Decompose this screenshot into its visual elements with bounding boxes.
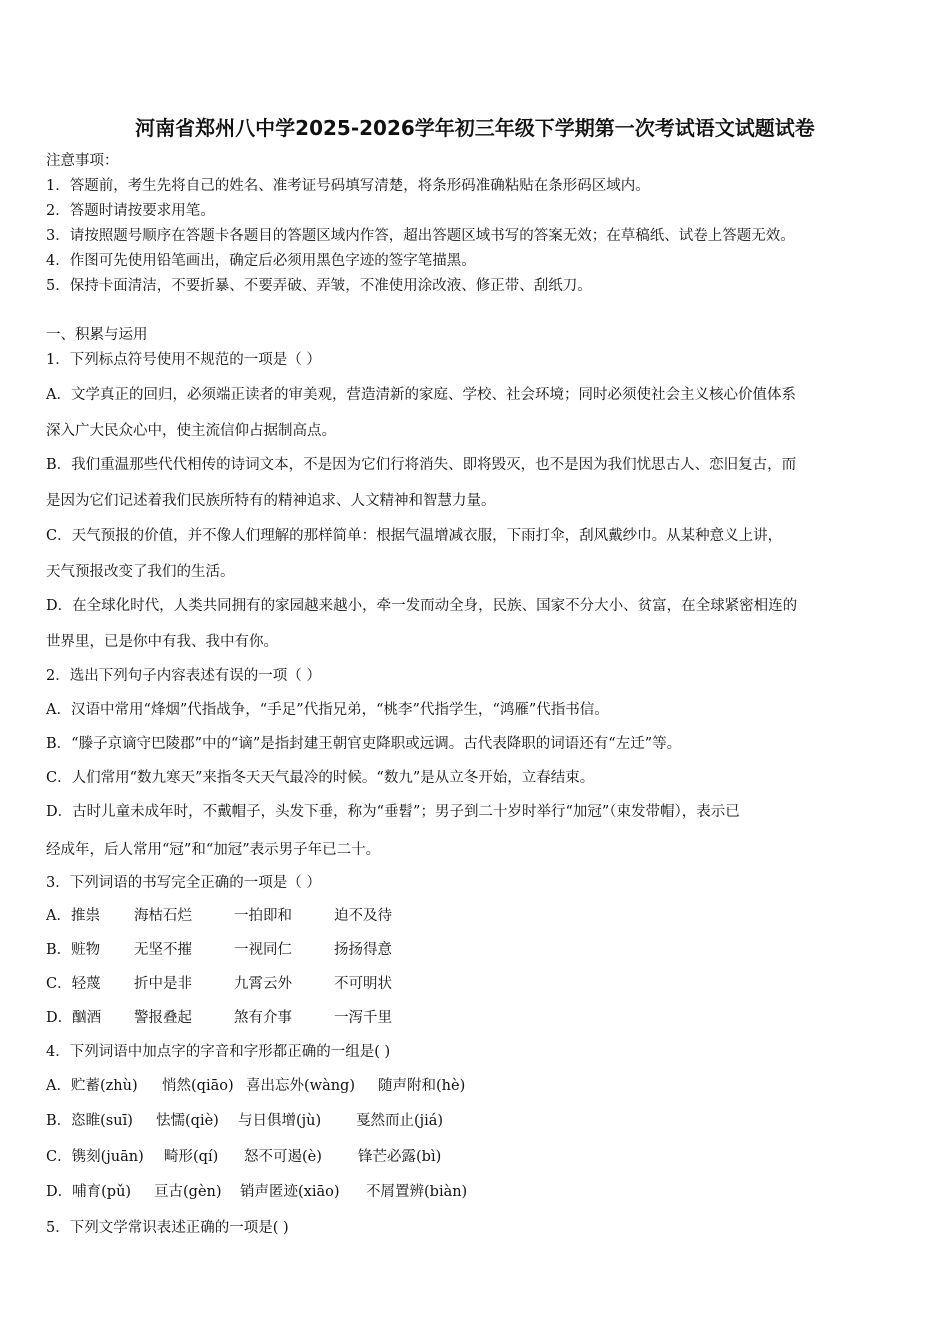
q2-stem: 2．选出下列句子内容表述有误的一项（ ） — [46, 668, 321, 684]
q3-b-word3: 一视同仁 — [234, 942, 292, 958]
q4-option-a — [46, 1076, 465, 1096]
q3-b-word1: B．赃物 — [46, 942, 101, 958]
q4-stem: 4．下列词语中加点字的字音和字形都正确的一组是( ) — [46, 1044, 391, 1060]
q4-option-b — [46, 1111, 443, 1131]
q4-b-word2: 怯懦(qiè) — [156, 1113, 219, 1129]
q1-option-b-line1: B．我们重温那些代代相传的诗词文本，不是因为它们行将消失、即将毁灭，也不是因为我们忧思古人、恋旧复古，而 — [46, 457, 797, 473]
q2-option-b: B．“滕子京谪守巴陵郡”中的“谪”是指封建王朝官吏降职或远调。古代表降职的词语还有“左迁”等。 — [46, 736, 682, 752]
q3-d-word4: 一泻千里 — [334, 1010, 392, 1026]
q2-option-d-line2: 经成年，后人常用“冠”和“加冠”表示男子年已二十。 — [46, 842, 381, 858]
q1-option-a-line2: 深入广大民众心中，使主流信仰占据制高点。 — [46, 423, 336, 439]
q4-b-word3: 与日俱增(jù) — [238, 1113, 322, 1129]
notice-heading: 注意事项： — [46, 153, 119, 169]
q3-b-word4: 扬扬得意 — [334, 942, 392, 958]
q2-option-a: A．汉语中常用“烽烟”代指战争，“手足”代指兄弟，“桃李”代指学生，“鸿雁”代指书信。 — [46, 702, 609, 718]
q1-stem: 1．下列标点符号使用不规范的一项是（ ） — [46, 352, 321, 368]
notice-item-4: 4．作图可先使用铅笔画出，确定后必须用黑色字迹的签字笔描黑。 — [46, 253, 476, 269]
q4-d-word3: 销声匿迹(xiāo) — [240, 1184, 340, 1200]
q3-d-word2: 警报叠起 — [134, 1010, 192, 1026]
q3-option-b — [46, 940, 392, 960]
q4-b-word4: 戛然而止(jiá) — [356, 1113, 444, 1129]
q1-option-b-line2: 是因为它们记述着我们民族所特有的精神追求、人文精神和智慧力量。 — [46, 493, 496, 509]
notice-item-1: 1．答题前，考生先将自己的姓名、准考证号码填写清楚，将条形码准确粘贴在条形码区域内。 — [46, 178, 650, 194]
q4-b-word1: B．恣睢(suī) — [46, 1113, 133, 1129]
q3-option-d — [46, 1008, 392, 1028]
q4-c-word4: 锋芒必露(bì) — [358, 1149, 442, 1165]
q4-option-d — [46, 1182, 467, 1202]
q4-d-word1: D．哺育(pǔ) — [46, 1184, 132, 1200]
q3-c-word4: 不可明状 — [334, 976, 392, 992]
q3-d-word3: 煞有介事 — [234, 1010, 292, 1026]
q3-a-word3: 一拍即和 — [234, 908, 292, 924]
q3-a-word4: 迫不及待 — [334, 908, 392, 924]
q4-c-word1: C．镌刻(juān) — [46, 1149, 144, 1165]
q3-c-word3: 九霄云外 — [234, 976, 292, 992]
q3-a-word1: A．推祟 — [46, 908, 100, 924]
q3-b-word2: 无坚不摧 — [134, 942, 192, 958]
q3-c-word1: C．轻蔑 — [46, 976, 101, 992]
q4-option-c — [46, 1147, 441, 1167]
q4-a-word3: 喜出忘外(wàng) — [246, 1078, 355, 1094]
q4-d-word2: 亘古(gèn) — [154, 1184, 222, 1200]
q3-d-word1: D．酗酒 — [46, 1010, 102, 1026]
q2-option-d-line1: D．古时儿童未成年时，不戴帽子，头发下垂，称为“垂髫”；男子到二十岁时举行“加冠”（束发带帽），表示已 — [46, 804, 740, 820]
page-title: 河南省郑州八中学2025-2026学年初三年级下学期第一次考试语文试题试卷 — [135, 116, 815, 140]
q4-a-word2: 悄然(qiāo) — [162, 1078, 234, 1094]
q4-a-word1: A．贮蓄(zhù) — [46, 1078, 138, 1094]
section-heading: 一、积累与运用 — [46, 327, 148, 343]
notice-item-3: 3．请按照题号顺序在答题卡各题目的答题区域内作答，超出答题区域书写的答案无效；在草稿纸、试卷上答题无效。 — [46, 228, 795, 244]
notice-item-5: 5．保持卡面清洁，不要折暴、不要弄破、弄皱，不准使用涂改液、修正带、刮纸刀。 — [46, 278, 592, 294]
q4-c-word3: 怒不可遏(è) — [244, 1149, 322, 1165]
q1-option-d-line2: 世界里，已是你中有我、我中有你。 — [46, 634, 278, 650]
q1-option-d-line1: D．在全球化时代，人类共同拥有的家园越来越小，牵一发而动全身，民族、国家不分大小、贫富，在全球紧密相连的 — [46, 598, 798, 614]
notice-item-2: 2．答题时请按要求用笔。 — [46, 203, 215, 219]
q4-d-word4: 不屑置辨(biàn) — [366, 1184, 468, 1200]
q1-option-c-line1: C．天气预报的价值，并不像人们理解的那样简单：根据气温增减衣服，下雨打伞，刮风戴纱巾。从某种意义上讲， — [46, 528, 783, 544]
q1-option-c-line2: 天气预报改变了我们的生活。 — [46, 564, 235, 580]
q3-c-word2: 折中是非 — [134, 976, 192, 992]
q5-stem: 5．下列文学常识表述正确的一项是( ) — [46, 1220, 289, 1236]
q1-option-a-line1: A．文学真正的回归，必须端正读者的审美观，营造清新的家庭、学校、社会环境；同时必须使社会主义核心价值体系 — [46, 387, 796, 403]
q3-a-word2: 海枯石烂 — [134, 908, 192, 924]
q4-c-word2: 畸形(qí) — [164, 1149, 219, 1165]
q2-option-c: C．人们常用“数九寒天”来指冬天天气最冷的时候。“数九”是从立冬开始，立春结束。 — [46, 770, 595, 786]
q3-stem: 3．下列词语的书写完全正确的一项是（ ） — [46, 875, 321, 891]
q4-a-word4: 随声附和(hè) — [378, 1078, 466, 1094]
q3-option-a — [46, 906, 392, 926]
q3-option-c — [46, 974, 392, 994]
